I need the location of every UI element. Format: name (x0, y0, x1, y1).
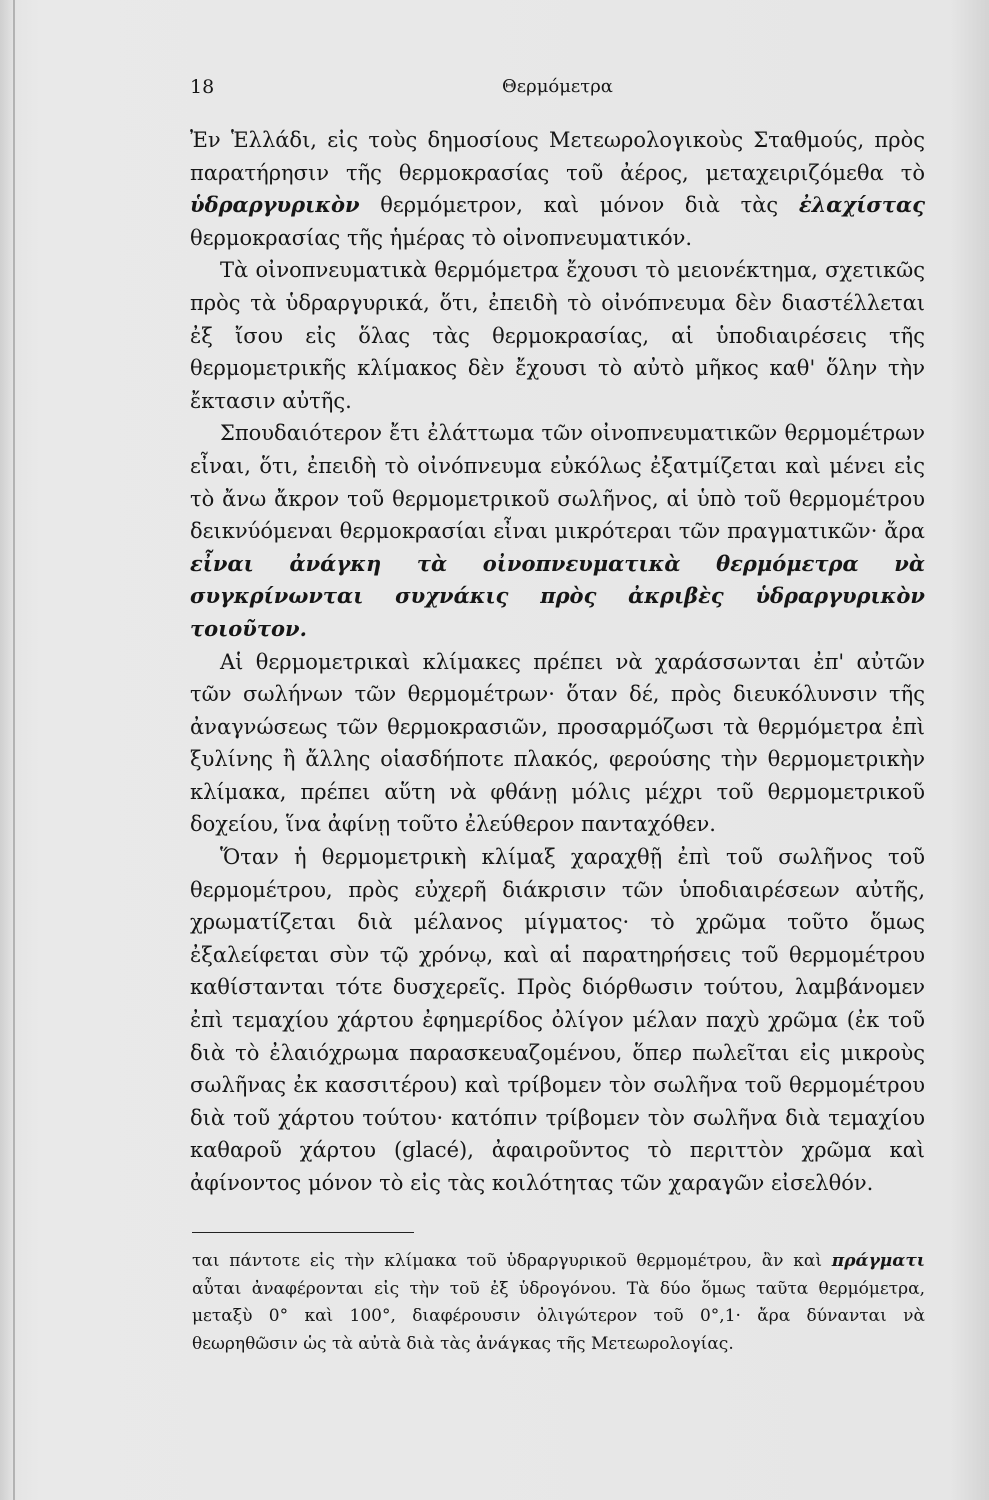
paragraph-1-emphasis-minimum: ἐλαχίστας (798, 192, 925, 218)
paragraph-1-text-e: θερμοκρασίας τῆς ἡμέρας τὸ οἰνοπνευματικόν. (190, 225, 693, 250)
paragraph-4: Αἱ θερμομετρικαὶ κλίμακες πρέπει νὰ χαράσσωνται ἐπ' αὐτῶν τῶν σωλήνων τῶν θερμομέτρων· ὅταν δέ, πρὸς διευκόλυνσιν τῆς ἀναγνώσεως τῶν θερμοκρασιῶν, προσαρμόζωσι τὰ θερμόμετρα ἐπὶ ξυλίνης ἢ ἄλλης οἱασδήποτε πλακός, φερούσης τὴν θερμομετρικὴν κλίμακα, πρέπει αὕτη νὰ φθάνῃ μόλις μέχρι τοῦ θερμομετρικοῦ δοχείου, ἵνα ἀφίνῃ τοῦτο ἐλεύθερον πανταχόθεν. (190, 649, 925, 837)
footnote-divider (192, 1232, 414, 1233)
paragraph-3-text: Σπουδαιότερον ἔτι ἐλάττωμα τῶν οἰνοπνευματικῶν θερμομέτρων εἶναι, ὅτι, ἐπειδὴ τὸ οἰνόπνευμα εὐκόλως ἐξατμίζεται καὶ μένει εἰς τὸ ἄνω ἄκρον τοῦ θερμομετρικοῦ σωλῆνος, αἱ ὑπὸ τοῦ θερμομέτρου δεικνύόμεναι θερμοκρασίαι εἶναι μικρότεραι τῶν πραγματικῶν· ἄρα (190, 421, 925, 544)
footnote-text-c: αὗται ἀναφέρονται εἰς τὴν τοῦ ἐξ ὑδρογόνου. Τὰ δύο ὅμως ταῦτα θερμόμετρα, μεταξὺ 0° καὶ 100°, διαφέρουσιν ὀλιγώτερον τοῦ 0°,1· ἄρα δύνανται νὰ θεωρηθῶσιν ὡς τὰ αὐτὰ διὰ τὰς ἀνάγκας τῆς Μετεωρολογίας. (192, 1278, 925, 1354)
paragraph-1 (190, 124, 925, 254)
binding-edge (13, 0, 15, 1500)
page-header (190, 76, 925, 100)
paragraph-2: Τὰ οἰνοπνευματικὰ θερμόμετρα ἔχουσι τὸ μειονέκτημα, σχετικῶς πρὸς τὰ ὑδραργυρικά, ὅτι, ἐπειδὴ τὸ οἰνόπνευμα δὲν διαστέλλεται ἐξ ἴσου εἰς ὅλας τὰς θερμοκρασίας, αἱ ὑποδιαιρέσεις τῆς θερμομετρικῆς κλίμακος δὲν ἔχουσι τὸ αὐτὸ μῆκος καθ' ὅλην τὴν ἔκτασιν αὐτῆς. (190, 258, 925, 413)
running-title: Θερμόμετρα (502, 76, 613, 97)
page-number: 18 (190, 76, 215, 98)
footnote-text-a: ται πάντοτε εἰς τὴν κλίμακα τοῦ ὑδραργυρικοῦ θερμομέτρου, ἂν καὶ (192, 1251, 832, 1271)
footnote-emphasis: πράγματι (831, 1251, 925, 1271)
paragraph-1-text-c: θερμόμετρον, καὶ μόνον διὰ τὰς (359, 193, 799, 218)
paragraph-1-emphasis-mercury: ὑδραργυρικὸν (190, 192, 360, 218)
body-text (190, 124, 925, 1200)
paragraph-3-emphasis: εἶναι ἀνάγκη τὰ οἰνοπνευματικὰ θερμόμετρα νὰ συγκρίνωνται συχνάκις πρὸς ἀκριβὲς ὑδραργυρικὸν τοιοῦτον. (190, 550, 925, 641)
footnote (192, 1248, 925, 1358)
paragraph-1-text-a: Ἐν Ἑλλάδι, εἰς τοὺς δημοσίους Μετεωρολογικοὺς Σταθμούς, πρὸς παρατήρησιν τῆς θερμοκρασίας τοῦ ἀέρος, μεταχειριζόμεθα τὸ (190, 128, 925, 185)
paragraph-5: Ὅταν ἡ θερμομετρικὴ κλίμαξ χαραχθῇ ἐπὶ τοῦ σωλῆνος τοῦ θερμομέτρου, πρὸς εὐχερῆ διάκρισιν τῶν ὑποδιαιρέσεων αὐτῆς, χρωματίζεται διὰ μέλανος μίγματος· τὸ χρῶμα τοῦτο ὅμως ἐξαλείφεται σὺν τῷ χρόνῳ, καὶ αἱ παρατηρήσεις τοῦ θερμομέτρου καθίστανται τότε δυσχερεῖς. Πρὸς διόρθωσιν τούτου, λαμβάνομεν ἐπὶ τεμαχίου χάρτου ἐφημερίδος ὀλίγον μέλαν παχὺ χρῶμα (ἐκ τοῦ διὰ τὸ ἐλαιόχρωμα παρασκευαζομένου, ὅπερ πωλεῖται εἰς μικροὺς σωλῆνας ἐκ κασσιτέρου) καὶ τρίβομεν τὸν σωλῆνα τοῦ θερμομέτρου διὰ τοῦ χάρτου τούτου· κατόπιν τρίβομεν τὸν σωλῆνα διὰ τεμαχίου καθαροῦ χάρτου (glacé), ἀφαιροῦντος τὸ περιττὸν χρῶμα καὶ ἀφίνοντος μόνον τὸ εἰς τὰς κοιλότητας τῶν χαραγῶν εἰσελθόν. (190, 845, 925, 1195)
paragraph-3 (190, 417, 925, 645)
